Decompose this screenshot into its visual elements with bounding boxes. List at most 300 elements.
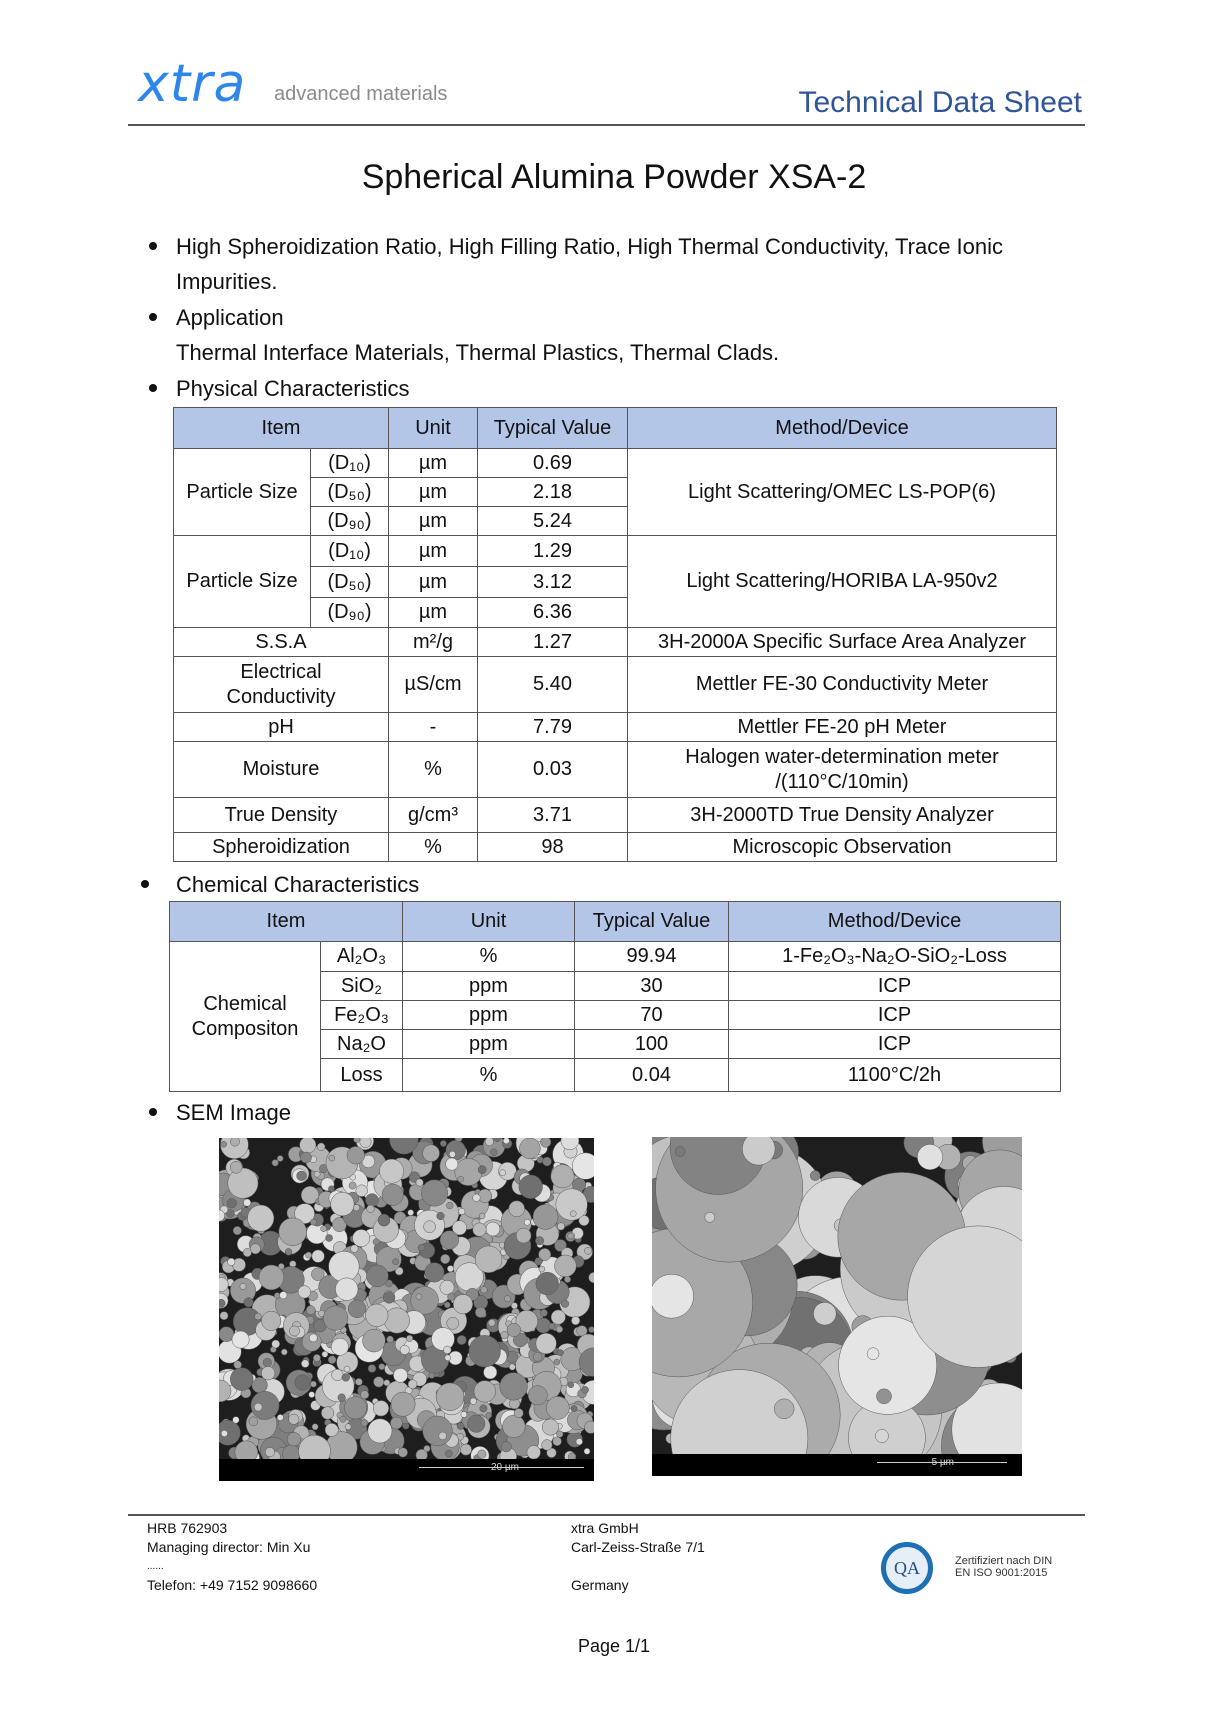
particle <box>311 1381 317 1387</box>
particle <box>432 1328 455 1351</box>
particle <box>554 1359 560 1365</box>
particle <box>436 1383 464 1411</box>
particle <box>277 1156 283 1162</box>
particle <box>423 1145 440 1162</box>
particle-micrograph <box>652 1137 1022 1454</box>
particle <box>449 1151 455 1157</box>
sub-item: (D₅₀) <box>311 567 389 598</box>
particle <box>527 1446 541 1460</box>
item-cell: S.S.A <box>174 628 389 657</box>
unit-cell: % <box>403 1059 575 1092</box>
footer-middle <box>571 1519 705 1595</box>
particle <box>356 1185 368 1197</box>
particle <box>244 1298 253 1307</box>
particle <box>446 1158 458 1170</box>
particle <box>652 1274 694 1318</box>
value-cell: 100 <box>575 1030 729 1059</box>
particle <box>541 1309 548 1316</box>
particle <box>516 1228 531 1243</box>
street-address: Carl-Zeiss-Straße 7/1 <box>571 1539 705 1555</box>
particle <box>481 1287 488 1294</box>
item-cell: Spheroidization <box>174 833 389 862</box>
particle <box>351 1245 359 1253</box>
bullet-icon <box>149 1108 157 1116</box>
particle <box>228 1258 235 1265</box>
particle <box>321 1226 327 1232</box>
particle <box>261 1366 275 1380</box>
particle <box>373 1401 389 1417</box>
particle <box>312 1424 318 1430</box>
particle <box>443 1346 451 1354</box>
particle <box>553 1437 562 1446</box>
table-row <box>174 657 1057 713</box>
particle <box>557 1223 564 1230</box>
footer-left <box>147 1519 317 1595</box>
footer-divider <box>128 1514 1085 1516</box>
particle <box>475 1307 486 1318</box>
unit-cell: µS/cm <box>389 657 478 713</box>
col-header-method: Method/Device <box>729 902 1061 942</box>
particle <box>374 1377 384 1387</box>
registry-number: HRB 762903 <box>147 1520 228 1536</box>
table-row <box>170 942 1061 972</box>
particle <box>285 1248 292 1255</box>
particle <box>423 1416 453 1446</box>
particle <box>478 1450 486 1458</box>
features-line-1: High Spheroidization Ratio, High Filling Ratio, High Thermal Conductivity, Trace Ionic <box>176 234 1004 259</box>
particle <box>458 1176 464 1182</box>
col-header-typical-value: Typical Value <box>575 902 729 942</box>
particle <box>437 1212 445 1220</box>
particle <box>589 1327 594 1333</box>
particle <box>556 1326 563 1333</box>
value-cell: 3.12 <box>478 567 628 598</box>
method-cell: Halogen water-determination meter /(110°C/10min) <box>628 742 1057 798</box>
table-row <box>174 713 1057 742</box>
particle <box>536 1272 559 1295</box>
particle <box>447 1266 453 1272</box>
particle <box>230 1138 239 1146</box>
col-header-item: Item <box>170 902 403 942</box>
particle <box>561 1300 569 1308</box>
item-cell: Moisture <box>174 742 389 798</box>
particle <box>312 1250 325 1263</box>
iso-certification-badge-icon <box>881 1542 933 1594</box>
particle <box>314 1171 320 1177</box>
particle <box>418 1244 425 1251</box>
method-cell: ICP <box>729 1030 1061 1059</box>
particle <box>445 1450 452 1457</box>
particle <box>329 1155 335 1161</box>
particle <box>243 1199 250 1206</box>
particle <box>478 1166 486 1174</box>
sub-item: Al₂O₃ <box>321 942 403 972</box>
document-type: Technical Data Sheet <box>798 86 1082 119</box>
value-cell: 3.71 <box>478 798 628 833</box>
particle <box>867 1348 879 1360</box>
sub-item: Fe₂O₃ <box>321 1001 403 1030</box>
sem-heading: SEM Image <box>176 1100 291 1125</box>
particle <box>382 1184 403 1205</box>
value-cell: 0.69 <box>478 449 628 478</box>
particle <box>367 1265 389 1287</box>
cert-line-1: Zertifiziert nach DIN <box>955 1555 1053 1567</box>
particle <box>486 1412 492 1418</box>
particle <box>877 1389 892 1404</box>
particle <box>232 1331 249 1348</box>
method-cell: Mettler FE-20 pH Meter <box>628 713 1057 742</box>
particle <box>519 1175 543 1199</box>
particle <box>221 1141 227 1147</box>
particle <box>511 1303 517 1309</box>
particle <box>509 1364 515 1370</box>
method-cell: Mettler FE-30 Conductivity Meter <box>628 657 1057 713</box>
particle <box>557 1350 563 1356</box>
particle <box>366 1304 389 1327</box>
particle <box>440 1280 454 1294</box>
col-header-typical-value: Typical Value <box>478 408 628 449</box>
value-cell: 30 <box>575 972 729 1001</box>
particle <box>535 1237 543 1245</box>
unit-cell: ppm <box>403 1001 575 1030</box>
sem-info-bar <box>652 1454 1022 1476</box>
method-cell: Microscopic Observation <box>628 833 1057 862</box>
unit-cell: µm <box>389 449 478 478</box>
sub-item: (D₁₀) <box>311 536 389 567</box>
particle <box>473 1223 487 1237</box>
particle <box>533 1204 558 1229</box>
particle <box>549 1323 555 1329</box>
particle <box>230 1368 253 1391</box>
item-cell: True Density <box>174 798 389 833</box>
method-cell: ICP <box>729 1001 1061 1030</box>
particle <box>555 1255 577 1277</box>
particle <box>480 1405 487 1412</box>
chemical-heading: Chemical Characteristics <box>176 872 420 897</box>
value-cell: 0.04 <box>575 1059 729 1092</box>
particle <box>310 1219 316 1225</box>
particle <box>250 1244 260 1254</box>
value-cell: 1.29 <box>478 536 628 567</box>
particle <box>323 1306 348 1331</box>
particle <box>328 1356 336 1364</box>
sub-item: (D₉₀) <box>311 507 389 536</box>
particle <box>536 1333 557 1354</box>
unit-cell: µm <box>389 536 478 567</box>
particle <box>501 1331 509 1339</box>
sem-image-wide <box>219 1138 594 1481</box>
particle <box>440 1231 459 1250</box>
particle <box>368 1365 376 1373</box>
particle <box>373 1239 379 1245</box>
page-number: Page 1/1 <box>577 1636 651 1656</box>
sub-item: (D₁₀) <box>311 449 389 478</box>
particle <box>486 1222 500 1236</box>
table-row <box>174 798 1057 833</box>
particle <box>262 1311 281 1330</box>
particle <box>542 1419 558 1435</box>
particle <box>254 1403 262 1411</box>
particle <box>248 1205 274 1231</box>
value-cell: 1.27 <box>478 628 628 657</box>
value-cell: 98 <box>478 833 628 862</box>
particle <box>441 1254 450 1263</box>
particle <box>507 1323 521 1337</box>
method-cell: 3H-2000TD True Density Analyzer <box>628 798 1057 833</box>
value-cell: 99.94 <box>575 942 729 972</box>
unit-cell: % <box>389 742 478 798</box>
particle <box>233 1417 240 1424</box>
chemical-composition-label: Chemical Compositon <box>170 942 321 1092</box>
particle <box>233 1226 241 1234</box>
item-cell: pH <box>174 713 389 742</box>
particle <box>571 1316 579 1324</box>
particle <box>473 1194 481 1202</box>
sem-info-bar <box>219 1459 594 1481</box>
page-title: Spherical Alumina Powder XSA-2 <box>361 158 867 196</box>
bullet-icon <box>149 313 157 321</box>
spacer <box>571 1557 705 1576</box>
bullet-icon <box>149 242 157 250</box>
managing-director: Managing director: Min Xu <box>147 1539 311 1555</box>
particle <box>363 1329 386 1352</box>
particle <box>425 1263 444 1282</box>
ellipsis: ...... <box>147 1561 164 1572</box>
particle <box>520 1138 541 1159</box>
particle <box>488 1319 495 1326</box>
particle <box>331 1192 355 1216</box>
application-text: Thermal Interface Materials, Thermal Plastics, Thermal Clads. <box>176 340 780 365</box>
sub-item: SiO₂ <box>321 972 403 1001</box>
method-cell: 1-Fe₂O₃-Na₂O-SiO₂-Loss <box>729 942 1061 972</box>
particle <box>469 1335 501 1367</box>
features-line-2: Impurities. <box>176 269 278 294</box>
particle <box>448 1293 455 1300</box>
particle <box>272 1160 279 1167</box>
value-cell: 0.03 <box>478 742 628 798</box>
particle <box>228 1168 258 1198</box>
particle <box>503 1138 509 1144</box>
particle <box>810 1171 820 1181</box>
method-cell: 3H-2000A Specific Surface Area Analyzer <box>628 628 1057 657</box>
particle <box>311 1268 324 1281</box>
particle <box>421 1180 447 1206</box>
particle <box>353 1230 370 1247</box>
particle <box>576 1438 583 1445</box>
particle <box>439 1432 447 1440</box>
logo-tagline: advanced materials <box>274 83 448 105</box>
unit-cell: ppm <box>403 972 575 1001</box>
particle <box>568 1233 574 1239</box>
particle <box>309 1392 315 1398</box>
particle <box>500 1170 506 1176</box>
particle <box>366 1194 379 1207</box>
particle <box>300 1138 316 1153</box>
particle <box>219 1299 225 1307</box>
particle <box>408 1210 414 1216</box>
particle <box>368 1419 392 1443</box>
value-cell: 5.24 <box>478 507 628 536</box>
particle <box>317 1143 325 1151</box>
table-row <box>174 833 1057 862</box>
particle <box>551 1165 574 1188</box>
particle <box>416 1179 423 1186</box>
particle <box>524 1219 530 1225</box>
particle <box>406 1335 412 1341</box>
particle <box>551 1310 565 1324</box>
particle <box>265 1447 274 1456</box>
scale-label: 20 µm <box>491 1462 519 1473</box>
particle <box>360 1138 371 1148</box>
particle <box>568 1382 574 1388</box>
particle <box>325 1423 338 1436</box>
particle <box>564 1276 570 1282</box>
particle <box>429 1372 435 1378</box>
sub-item: Na₂O <box>321 1030 403 1059</box>
particle <box>390 1417 402 1429</box>
particle <box>485 1138 493 1146</box>
particle <box>322 1351 328 1357</box>
particle <box>459 1208 465 1214</box>
particle <box>460 1444 471 1455</box>
particle <box>461 1412 467 1418</box>
particle <box>221 1430 227 1436</box>
particle <box>387 1336 394 1343</box>
particle <box>584 1448 590 1454</box>
particle <box>391 1392 415 1416</box>
company-name: xtra GmbH <box>571 1520 639 1536</box>
particle <box>281 1349 287 1355</box>
particle <box>255 1313 262 1320</box>
chemical-characteristics-table <box>169 901 1061 1092</box>
particle <box>297 1171 307 1181</box>
particle <box>380 1159 404 1183</box>
particle <box>546 1396 569 1419</box>
bullet-icon <box>141 880 149 888</box>
particle <box>379 1364 385 1370</box>
particle <box>340 1416 346 1422</box>
particle <box>298 1286 311 1299</box>
particle <box>249 1417 258 1426</box>
particle <box>230 1161 242 1173</box>
item-cell: Electrical Conductivity <box>174 657 389 713</box>
particle <box>582 1386 589 1393</box>
particle <box>345 1424 351 1430</box>
particle <box>353 1205 359 1211</box>
particle <box>503 1415 526 1438</box>
particle <box>263 1358 272 1367</box>
particle <box>326 1235 333 1242</box>
bullet-icon <box>149 384 157 392</box>
application-heading: Application <box>176 305 284 330</box>
particle <box>535 1258 543 1266</box>
particle <box>445 1355 451 1361</box>
scale-label: 5 µm <box>931 1457 954 1468</box>
country: Germany <box>571 1577 629 1593</box>
particle <box>528 1386 547 1405</box>
particle <box>277 1414 283 1420</box>
particle <box>411 1287 439 1315</box>
particle <box>705 1212 715 1222</box>
particle <box>393 1368 407 1382</box>
particle <box>478 1189 492 1203</box>
cert-line-2: EN ISO 9001:2015 <box>955 1567 1048 1579</box>
particle <box>533 1352 542 1361</box>
particle <box>306 1252 312 1258</box>
unit-cell: g/cm³ <box>389 798 478 833</box>
particle <box>349 1182 356 1189</box>
particle <box>813 1302 836 1325</box>
sem-image-zoomed <box>652 1137 1022 1476</box>
particle <box>543 1157 552 1166</box>
particle <box>355 1378 362 1385</box>
particle <box>444 1302 450 1308</box>
particle <box>468 1415 485 1432</box>
particle <box>342 1374 350 1382</box>
particle <box>354 1138 360 1143</box>
unit-cell: - <box>389 713 478 742</box>
particle <box>289 1326 299 1336</box>
particle <box>500 1373 528 1401</box>
particle <box>306 1306 315 1315</box>
particle <box>393 1259 399 1265</box>
particle <box>571 1406 577 1412</box>
sub-item: (D₅₀) <box>311 478 389 507</box>
particle <box>470 1398 477 1405</box>
sub-item: (D₉₀) <box>311 598 389 628</box>
particle <box>234 1361 242 1369</box>
particle <box>329 1251 360 1282</box>
particle <box>331 1338 348 1355</box>
particle <box>287 1432 301 1446</box>
particle <box>219 1327 234 1342</box>
particle <box>557 1431 564 1438</box>
header-divider <box>128 124 1085 126</box>
particle <box>446 1140 466 1160</box>
physical-heading: Physical Characteristics <box>176 376 410 401</box>
particle <box>309 1334 317 1342</box>
certification-text <box>955 1555 1052 1579</box>
particle <box>361 1391 369 1399</box>
particle <box>347 1147 365 1165</box>
particle <box>313 1354 320 1361</box>
method-cell: Light Scattering/OMEC LS-POP(6) <box>628 449 1057 536</box>
particle <box>541 1138 551 1147</box>
particle <box>400 1345 409 1354</box>
unit-cell: µm <box>389 478 478 507</box>
particle <box>514 1409 523 1418</box>
particle <box>383 1292 395 1304</box>
method-cell: ICP <box>729 972 1061 1001</box>
unit-cell: % <box>389 833 478 862</box>
particle <box>474 1381 496 1403</box>
table-row <box>174 536 1057 567</box>
particle <box>542 1440 553 1451</box>
value-cell: 6.36 <box>478 598 628 628</box>
particle <box>675 1146 685 1156</box>
particle <box>479 1213 485 1219</box>
table-row <box>174 628 1057 657</box>
particle <box>447 1317 459 1329</box>
particle <box>280 1292 287 1299</box>
particle <box>240 1283 246 1289</box>
physical-characteristics-table <box>173 407 1057 862</box>
particle <box>259 1265 284 1290</box>
particle <box>585 1247 592 1254</box>
col-header-unit: Unit <box>403 902 575 942</box>
particle <box>301 1152 312 1163</box>
col-header-item: Item <box>174 408 389 449</box>
